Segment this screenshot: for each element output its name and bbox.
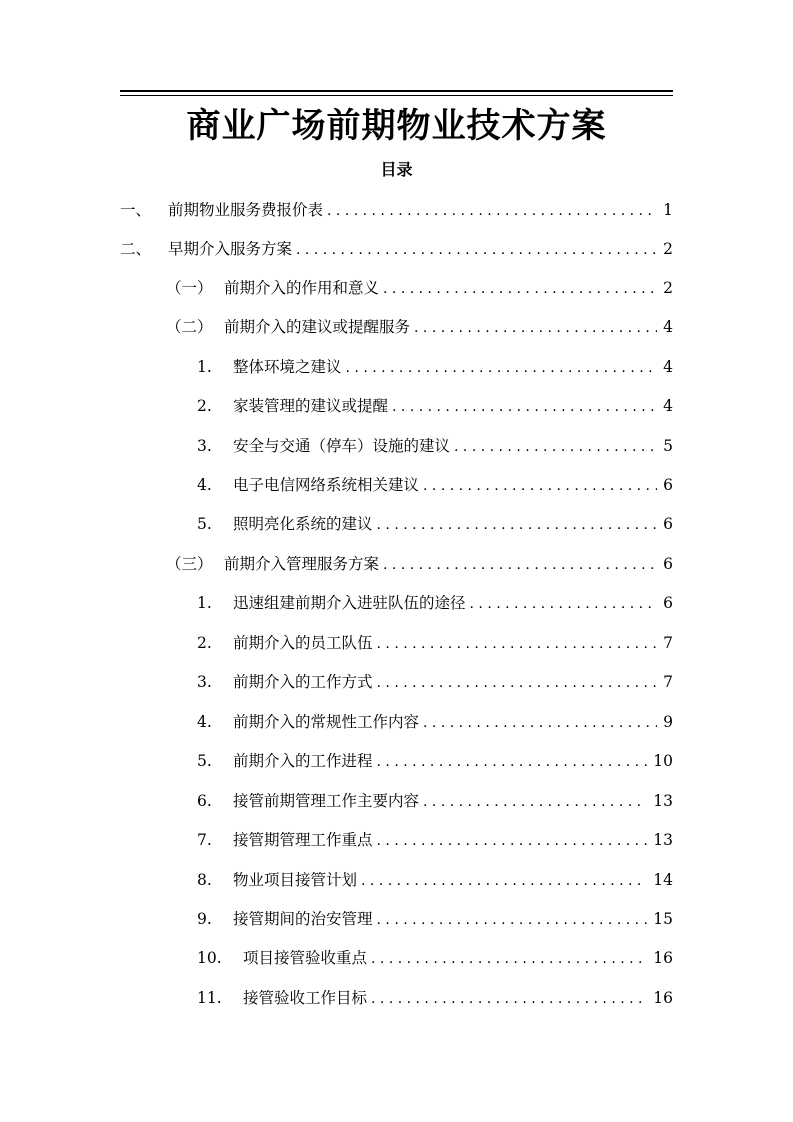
toc-entry[interactable]	[166, 276, 673, 300]
toc-entry-number: 9.	[197, 910, 212, 928]
dot-leader	[371, 947, 647, 971]
dot-leader	[371, 987, 647, 1011]
toc-entry-title: 电子电信网络系统相关建议	[233, 476, 420, 494]
toc-entry-page: 2	[663, 240, 673, 258]
toc-entry[interactable]	[197, 749, 673, 773]
toc-entry-page: 6	[663, 476, 673, 494]
toc-entry-page: 4	[663, 318, 673, 336]
dot-leader	[423, 711, 657, 735]
toc-entry[interactable]	[120, 198, 673, 222]
toc-entry[interactable]	[197, 394, 673, 418]
toc-entry-title: 前期介入的建议或提醒服务	[224, 318, 411, 336]
dot-leader	[361, 869, 647, 893]
dot-leader	[423, 474, 657, 498]
toc-entry[interactable]	[197, 591, 673, 615]
toc-entry-number: 5.	[197, 515, 212, 533]
toc-entry-page: 1	[663, 201, 673, 219]
toc-entry-number: 2.	[197, 634, 212, 652]
toc-entry-page: 13	[653, 831, 673, 849]
toc-entry-title: 照明亮化系统的建议	[233, 515, 373, 533]
toc-entry-title: 物业项目接管计划	[233, 871, 358, 889]
toc-entry-title: 接管期管理工作重点	[233, 831, 373, 849]
dot-leader	[470, 592, 658, 616]
toc-entry[interactable]	[197, 512, 673, 536]
document-title: 商业广场前期物业技术方案	[186, 106, 607, 146]
toc-entry-number: 二、	[120, 240, 152, 258]
toc-entry-page: 7	[663, 634, 673, 652]
toc-entry-number: 10.	[197, 949, 222, 967]
toc-entry-title: 早期介入服务方案	[168, 240, 293, 258]
dot-leader	[377, 632, 658, 656]
toc-entry-page: 4	[663, 358, 673, 376]
dot-leader	[423, 790, 647, 814]
toc-entry[interactable]	[197, 355, 673, 379]
toc-entry-title: 接管验收工作目标	[243, 989, 368, 1007]
toc-entry[interactable]	[197, 986, 673, 1010]
toc-entry-title: 整体环境之建议	[233, 358, 342, 376]
toc-entry-title: 前期物业服务费报价表	[168, 201, 324, 219]
toc-entry-number: 4.	[197, 476, 212, 494]
toc-entry-number: 8.	[197, 871, 212, 889]
dot-leader	[383, 277, 657, 301]
toc-entry-title: 前期介入的常规性工作内容	[233, 713, 420, 731]
toc-entry[interactable]	[197, 946, 673, 970]
toc-entry-page: 10	[653, 752, 673, 770]
toc-entry-number: 5.	[197, 752, 212, 770]
toc-entry-number: 3.	[197, 437, 212, 455]
toc-entry-number: （一）	[166, 279, 213, 297]
toc-entry-title: 家装管理的建议或提醒	[233, 397, 389, 415]
toc-entry-number: 3.	[197, 673, 212, 691]
toc-entry-number: 6.	[197, 792, 212, 810]
toc-entry-page: 16	[653, 989, 673, 1007]
toc-entry[interactable]	[166, 315, 673, 339]
toc-entry[interactable]	[197, 828, 673, 852]
toc-entry-page: 6	[663, 594, 673, 612]
toc-entry-title: 接管期间的治安管理	[233, 910, 373, 928]
toc-entry-page: 15	[653, 910, 673, 928]
dot-leader	[383, 553, 657, 577]
toc-entry-page: 16	[653, 949, 673, 967]
toc-entry-title: 安全与交通（停车）设施的建议	[233, 437, 451, 455]
toc-entry-page: 6	[663, 555, 673, 573]
dot-leader	[454, 435, 657, 459]
toc-heading: 目录	[380, 160, 413, 179]
toc-entry-page: 2	[663, 279, 673, 297]
toc-entry[interactable]	[197, 473, 673, 497]
toc-entry-title: 前期介入的工作方式	[233, 673, 373, 691]
toc-entry[interactable]	[197, 868, 673, 892]
toc-entry-number: 1.	[197, 594, 212, 612]
toc-entry-number: 一、	[120, 201, 152, 219]
dot-leader	[346, 356, 658, 380]
toc-entry[interactable]	[197, 434, 673, 458]
toc-entry[interactable]	[197, 631, 673, 655]
toc-entry-title: 前期介入管理服务方案	[224, 555, 380, 573]
dot-leader	[377, 829, 648, 853]
dot-leader	[414, 316, 657, 340]
toc-entry[interactable]	[166, 552, 673, 576]
toc-entry-page: 14	[653, 871, 673, 889]
toc-entry-page: 6	[663, 515, 673, 533]
dot-leader	[377, 750, 648, 774]
dot-leader	[377, 671, 658, 695]
toc-entry[interactable]	[197, 789, 673, 813]
toc-entry-title: 前期介入的工作进程	[233, 752, 373, 770]
toc-entry[interactable]	[197, 670, 673, 694]
dot-leader	[377, 513, 658, 537]
toc-entry-page: 7	[663, 673, 673, 691]
toc-entry-page: 4	[663, 397, 673, 415]
toc-entry-page: 13	[653, 792, 673, 810]
dot-leader	[377, 908, 648, 932]
toc-entry-page: 5	[663, 437, 673, 455]
toc-entry-page: 9	[663, 713, 673, 731]
toc-entry[interactable]	[197, 907, 673, 931]
toc-entry[interactable]	[197, 710, 673, 734]
toc-entry-title: 前期介入的作用和意义	[224, 279, 380, 297]
toc-entry-number: 7.	[197, 831, 212, 849]
dot-leader	[327, 199, 657, 223]
dot-leader	[392, 395, 657, 419]
toc-entry[interactable]	[120, 237, 673, 261]
toc-entry-number: （三）	[166, 555, 213, 573]
toc-entry-number: 11.	[197, 989, 222, 1007]
toc-entry-title: 迅速组建前期介入进驻队伍的途径	[233, 594, 466, 612]
toc-entry-number: 4.	[197, 713, 212, 731]
toc-entry-title: 项目接管验收重点	[243, 949, 368, 967]
dot-leader	[296, 238, 657, 262]
toc-entry-title: 前期介入的员工队伍	[233, 634, 373, 652]
toc-entry-number: 2.	[197, 397, 212, 415]
toc-entry-number: 1.	[197, 358, 212, 376]
toc-entry-title: 接管前期管理工作主要内容	[233, 792, 420, 810]
toc-entry-number: （二）	[166, 318, 213, 336]
